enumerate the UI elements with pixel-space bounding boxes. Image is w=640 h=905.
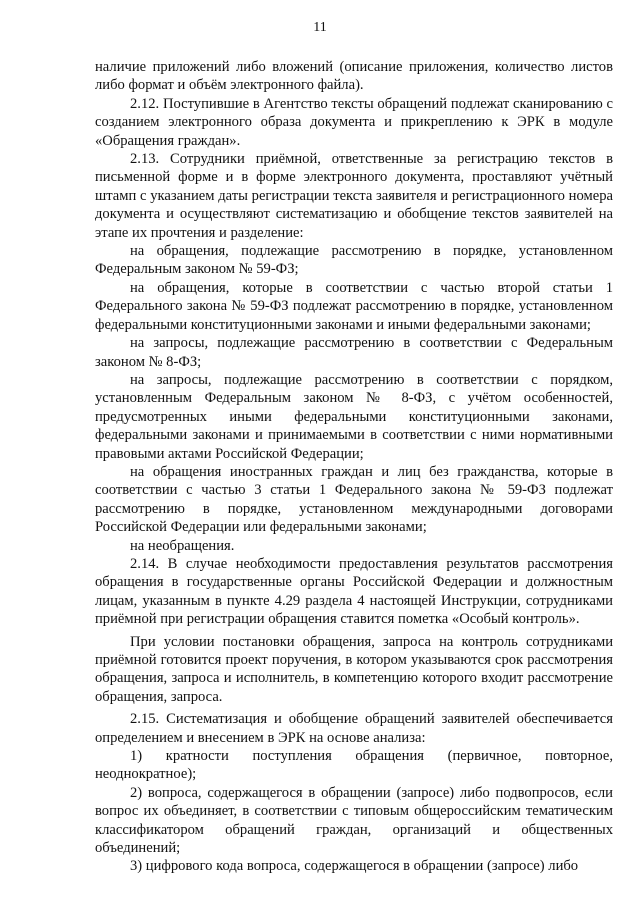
list-item-requests-8fz: на запросы, подлежащие рассмотрению в соответствии с Федеральным законом № 8-ФЗ; bbox=[95, 335, 613, 370]
paragraph-2-13: 2.13. Сотрудники приёмной, ответственные за регистрацию текстов в письменной форме и в форме электронного документа, проставляют учётный штамп с указанием даты регистрации текста заявителя и регистрационного номера документа и осуществляют систематизацию и обобщение текстов заявителей на этапе их прочтения и разделение: bbox=[95, 151, 613, 241]
list-item-appeals-article-1: на обращения, которые в соответствии с частью второй статьи 1 Федерального закона № 59-ФЗ подлежат рассмотрению в порядке, установленном федеральными конституционными законами и иными федеральными законами; bbox=[95, 279, 613, 333]
document-body bbox=[95, 58, 613, 876]
paragraph-2-12: 2.12. Поступившие в Агентство тексты обращений подлежат сканированию с созданием электронного образа документа и прикреплению к ЭРК в модуле «Обращения граждан». bbox=[95, 95, 613, 149]
list-item-foreign-citizens: на обращения иностранных граждан и лиц без гражданства, которые в соответствии с частью 3 статьи 1 Федерального закона № 59-ФЗ подлежат рассмотрению в порядке, установленном международными договорами Российской Федерации или федеральными законами; bbox=[95, 463, 613, 536]
list-item-digital-code: 3) цифрового кода вопроса, содержащегося в обращении (запросе) либо bbox=[130, 858, 579, 875]
list-item-requests-special: на запросы, подлежащие рассмотрению в соответствии с порядком, установленным Федеральным законом № 8-ФЗ, с учётом особенностей, предусмотренных иными федеральными конституционными законами, федеральными законами и принимаемыми в соответствии с ними нормативными правовыми актами Российской Федерации; bbox=[95, 371, 613, 462]
paragraph-attachments: наличие приложений либо вложений (описание приложения, количество листов либо формат и объём электронного файла). bbox=[95, 59, 613, 94]
paragraph-control: При условии постановки обращения, запроса на контроль сотрудниками приёмной готовится проект поручения, в котором указываются срок рассмотрения обращения, запроса и исполнитель, в компетенцию которого входит рассмотрение обращения, запроса. bbox=[95, 633, 613, 705]
page-number: 11 bbox=[313, 20, 327, 35]
list-item-appeals-59fz: на обращения, подлежащие рассмотрению в порядке, установленном Федеральным законом № 59-ФЗ; bbox=[95, 243, 613, 278]
list-item-frequency: 1) кратности поступления обращения (первичное, повторное, неоднократное); bbox=[95, 748, 613, 783]
paragraph-2-15: 2.15. Систематизация и обобщение обращений заявителей обеспечивается определением и внесением в ЭРК на основе анализа: bbox=[95, 711, 613, 746]
paragraph-2-14: 2.14. В случае необходимости предоставления результатов рассмотрения обращения в государственные органы Российской Федерации и должностным лицам, указанным в пункте 4.29 раздела 4 настоящей Инструкции, сотрудниками приёмной при регистрации обращения ставится пометка «Особый контроль». bbox=[95, 555, 613, 628]
list-item-question: 2) вопроса, содержащегося в обращении (запросе) либо подвопросов, если вопрос их объединяет, в соответствии с типовым общероссийским тематическим классификатором обращений граждан, организаций и общественных объединений; bbox=[95, 784, 613, 857]
list-item-non-appeals: на необращения. bbox=[130, 537, 235, 554]
